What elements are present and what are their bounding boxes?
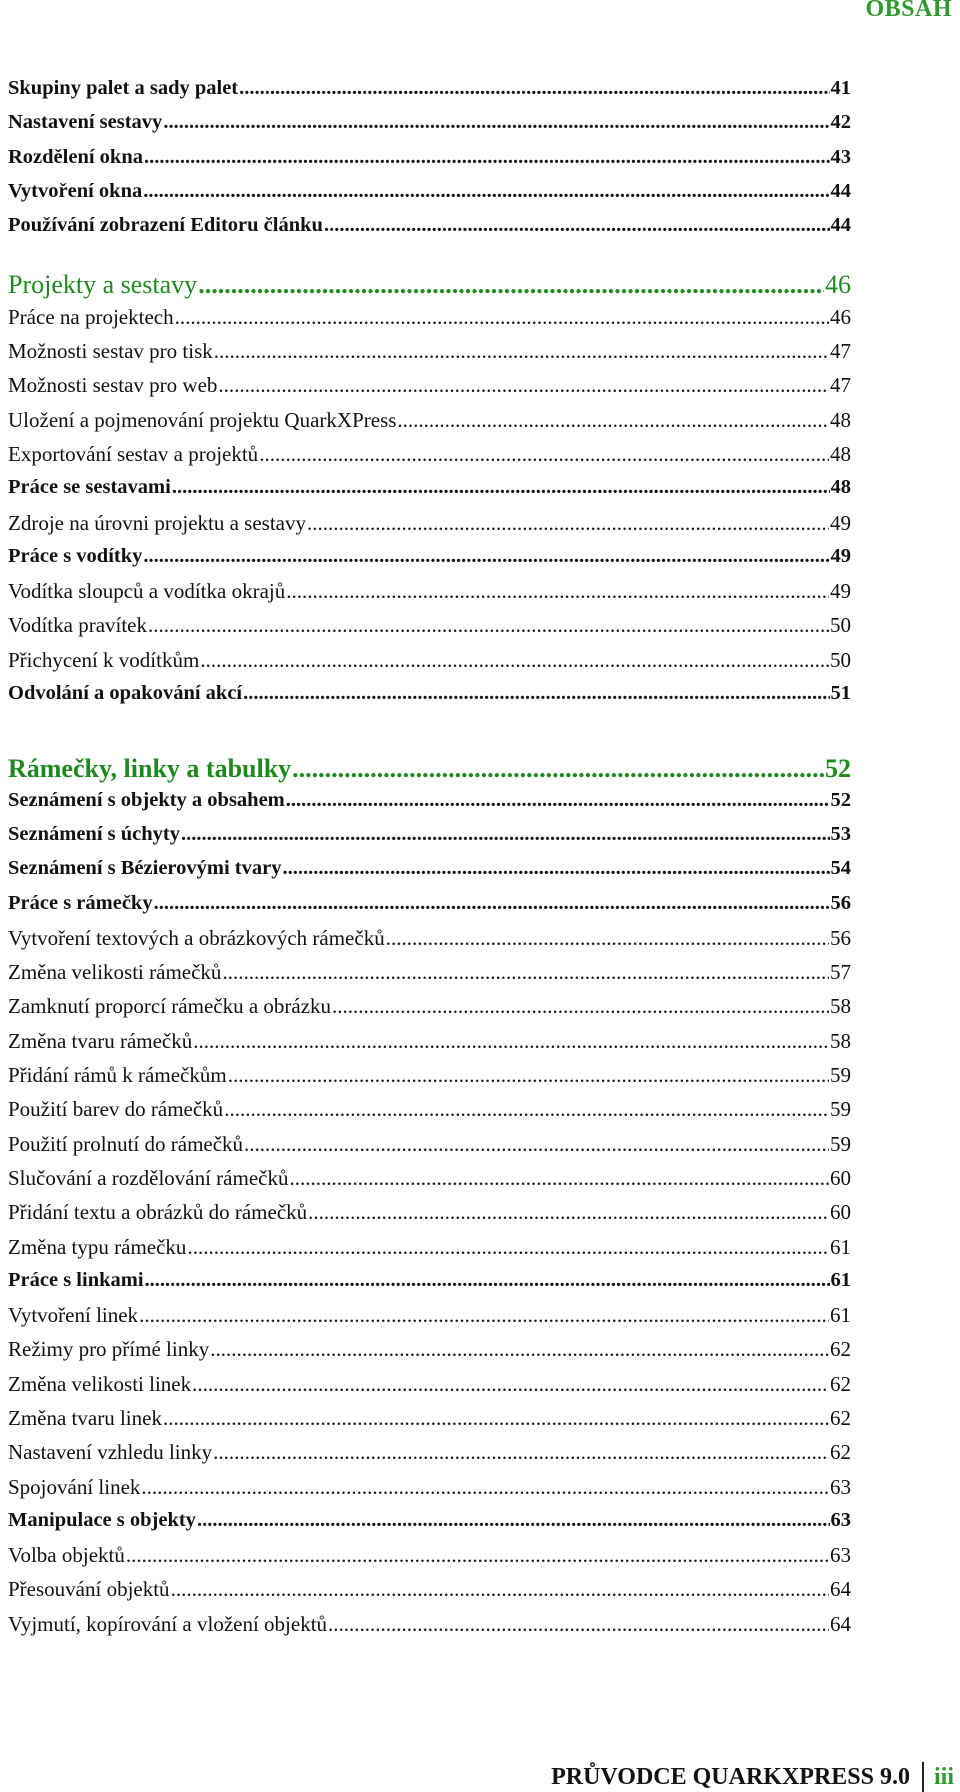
toc-entry-page: 54 xyxy=(830,857,851,880)
toc-entry-page: 64 xyxy=(830,1577,851,1602)
toc-entry-page: 49 xyxy=(830,510,851,535)
toc-entry-page: 62 xyxy=(830,1371,851,1396)
toc-dot-leader xyxy=(141,1475,829,1500)
toc-entry-title: Možnosti sestav pro web xyxy=(8,373,218,398)
toc-dot-leader xyxy=(286,579,829,604)
toc-dot-leader xyxy=(175,305,829,330)
toc-entry-title: Režimy pro přímé linky xyxy=(8,1337,210,1362)
toc-entry-page: 53 xyxy=(830,822,851,845)
toc-entry-title: Exportování sestav a projektů xyxy=(8,441,259,466)
toc-entry-page: 52 xyxy=(830,788,851,811)
toc-entry-page: 41 xyxy=(830,77,851,99)
toc-entry[interactable] xyxy=(8,1063,851,1097)
toc-entry-title: Nastavení sestavy xyxy=(8,111,163,134)
toc-entry-page: 61 xyxy=(830,1268,851,1291)
toc-dot-leader xyxy=(197,1509,830,1532)
toc-dot-leader xyxy=(143,180,829,203)
toc-entry-title: Práce s vodítky xyxy=(8,544,143,567)
toc-entry-title: Spojování linek xyxy=(8,1474,141,1499)
toc-dot-leader xyxy=(239,77,829,100)
toc-entry-page: 63 xyxy=(830,1474,851,1499)
toc-entry-title: Použití prolnutí do rámečků xyxy=(8,1131,244,1156)
toc-entry-page: 50 xyxy=(830,647,851,672)
toc-entry-page: 52 xyxy=(825,754,851,784)
toc-entry-page: 47 xyxy=(830,373,851,398)
toc-entry[interactable] xyxy=(8,77,851,111)
toc-entry-page: 60 xyxy=(830,1165,851,1190)
toc-dot-leader xyxy=(210,1337,829,1362)
toc-entry-title: Volba objektů xyxy=(8,1543,125,1568)
toc-entry[interactable] xyxy=(8,511,851,545)
toc-entry-page: 57 xyxy=(830,960,851,985)
toc-entry[interactable] xyxy=(8,1200,851,1234)
toc-entry[interactable] xyxy=(8,180,851,214)
toc-entry[interactable] xyxy=(8,1235,851,1269)
page-footer xyxy=(551,1762,954,1792)
toc-dot-leader xyxy=(148,613,829,638)
toc-dot-leader xyxy=(292,754,824,784)
toc-entry[interactable] xyxy=(8,146,851,180)
toc-entry-title: Projekty a sestavy xyxy=(8,270,198,300)
toc-entry-title: Vytvoření linek xyxy=(8,1303,139,1328)
footer-title: PRŮVODCE QUARKXPRESS 9.0 xyxy=(551,1763,910,1790)
toc-entry-page: 59 xyxy=(830,1097,851,1122)
toc-entry-title: Používání zobrazení Editoru článku xyxy=(8,214,323,237)
toc-dot-leader xyxy=(328,1612,829,1637)
toc-entry-page: 46 xyxy=(830,304,851,329)
toc-dot-leader xyxy=(218,373,829,398)
toc-entry[interactable] xyxy=(8,1440,851,1474)
toc-entry-title: Použití barev do rámečků xyxy=(8,1097,224,1122)
toc-entry[interactable] xyxy=(8,476,851,510)
toc-entry[interactable] xyxy=(8,373,851,407)
toc-dot-leader xyxy=(144,146,830,169)
toc-dot-leader xyxy=(143,545,829,568)
toc-entry-page: 42 xyxy=(830,111,851,134)
toc-dot-leader xyxy=(187,1235,829,1260)
toc-entry[interactable] xyxy=(8,1337,851,1371)
toc-entry-title: Skupiny palet a sady palet xyxy=(8,77,239,99)
toc-entry-page: 58 xyxy=(830,1028,851,1053)
toc-dot-leader xyxy=(200,648,829,673)
footer-separator xyxy=(922,1762,924,1792)
toc-entry[interactable] xyxy=(8,1577,851,1611)
toc-entry[interactable] xyxy=(8,1406,851,1440)
toc-entry-title: Přidání textu a obrázků do rámečků xyxy=(8,1200,308,1225)
toc-entry[interactable] xyxy=(8,926,851,960)
toc-entry-title: Rozdělení okna xyxy=(8,145,143,168)
toc-dot-leader xyxy=(139,1303,829,1328)
toc-entry-page: 48 xyxy=(830,441,851,466)
toc-dot-leader xyxy=(386,926,829,951)
section-header: OBSAH xyxy=(865,0,952,22)
toc-dot-leader xyxy=(308,1200,829,1225)
toc-dot-leader xyxy=(163,111,829,134)
toc-entry[interactable] xyxy=(8,892,851,926)
toc-entry-page: 56 xyxy=(830,891,851,914)
toc-dot-leader xyxy=(307,511,829,536)
toc-dot-leader xyxy=(243,682,829,705)
toc-entry-page: 48 xyxy=(830,407,851,432)
toc-entry[interactable] xyxy=(8,1612,851,1646)
toc-entry-page: 59 xyxy=(830,1063,851,1088)
toc-entry[interactable] xyxy=(8,408,851,442)
toc-entry-page: 44 xyxy=(830,214,851,237)
toc-entry-page: 63 xyxy=(830,1508,851,1531)
toc-dot-leader xyxy=(198,270,824,300)
toc-entry[interactable] xyxy=(8,1132,851,1166)
toc-dot-leader xyxy=(171,1577,829,1602)
toc-entry-title: Seznámení s úchyty xyxy=(8,822,180,845)
toc-entry-page: 43 xyxy=(830,145,851,168)
toc-entry-title: Změna velikosti rámečků xyxy=(8,960,222,985)
toc-entry-page: 62 xyxy=(830,1405,851,1430)
toc-entry[interactable] xyxy=(8,111,851,145)
toc-entry-title: Zdroje na úrovni projektu a sestavy xyxy=(8,510,306,535)
toc-dot-leader xyxy=(181,823,830,846)
toc-entry-title: Odvolání a opakování akcí xyxy=(8,682,243,705)
toc-entry-page: 61 xyxy=(830,1234,851,1259)
toc-entry[interactable] xyxy=(8,305,851,339)
toc-dot-leader xyxy=(259,442,829,467)
toc-dot-leader xyxy=(289,1166,829,1191)
toc-entry[interactable] xyxy=(8,960,851,994)
toc-entry[interactable] xyxy=(8,1475,851,1509)
toc-entry-title: Vytvoření okna xyxy=(8,179,143,202)
table-of-contents xyxy=(8,77,851,1646)
footer-page-number: iii xyxy=(933,1763,954,1790)
toc-entry[interactable] xyxy=(8,579,851,613)
toc-entry-title: Přidání rámů k rámečkům xyxy=(8,1063,227,1088)
toc-entry-title: Nastavení vzhledu linky xyxy=(8,1440,213,1465)
toc-dot-leader xyxy=(145,1269,830,1292)
toc-dot-leader xyxy=(126,1543,829,1568)
toc-entry[interactable] xyxy=(8,857,851,891)
toc-entry-title: Vyjmutí, kopírování a vložení objektů xyxy=(8,1611,328,1636)
toc-entry-title: Změna typu rámečku xyxy=(8,1234,187,1259)
toc-entry[interactable] xyxy=(8,442,851,476)
toc-entry[interactable] xyxy=(8,214,851,248)
toc-entry-title: Práce s linkami xyxy=(8,1268,144,1291)
toc-dot-leader xyxy=(154,892,830,915)
toc-entry[interactable] xyxy=(8,270,851,304)
toc-entry[interactable] xyxy=(8,339,851,373)
toc-entry[interactable] xyxy=(8,789,851,823)
toc-entry-title: Seznámení s objekty a obsahem xyxy=(8,788,285,811)
toc-entry-page: 64 xyxy=(830,1611,851,1636)
toc-entry-page: 49 xyxy=(830,544,851,567)
toc-entry[interactable] xyxy=(8,1303,851,1337)
toc-entry-page: 48 xyxy=(830,476,851,499)
toc-entry-page: 62 xyxy=(830,1337,851,1362)
toc-entry-title: Přesouvání objektů xyxy=(8,1577,170,1602)
toc-entry-title: Možnosti sestav pro tisk xyxy=(8,339,213,364)
toc-dot-leader xyxy=(192,1372,829,1397)
toc-entry-page: 60 xyxy=(830,1200,851,1225)
toc-entry[interactable] xyxy=(8,823,851,857)
toc-entry-page: 50 xyxy=(830,613,851,638)
toc-entry[interactable] xyxy=(8,1509,851,1543)
toc-entry-title: Změna velikosti linek xyxy=(8,1371,192,1396)
toc-entry-page: 47 xyxy=(830,339,851,364)
toc-entry-title: Rámečky, linky a tabulky xyxy=(8,754,292,784)
toc-dot-leader xyxy=(286,789,830,812)
toc-dot-leader xyxy=(324,214,830,237)
toc-entry[interactable] xyxy=(8,1372,851,1406)
toc-entry-page: 46 xyxy=(825,270,851,300)
toc-entry-title: Vodítka sloupců a vodítka okrajů xyxy=(8,579,286,604)
toc-entry-title: Přichycení k vodítkům xyxy=(8,647,200,672)
toc-dot-leader xyxy=(332,994,829,1019)
toc-entry-title: Změna tvaru linek xyxy=(8,1405,162,1430)
toc-entry-page: 44 xyxy=(830,179,851,202)
toc-entry[interactable] xyxy=(8,648,851,682)
toc-entry[interactable] xyxy=(8,1269,851,1303)
toc-entry-page: 49 xyxy=(830,579,851,604)
toc-dot-leader xyxy=(213,1440,829,1465)
toc-entry-title: Vodítka pravítek xyxy=(8,613,148,638)
toc-dot-leader xyxy=(244,1132,829,1157)
toc-entry-page: 56 xyxy=(830,925,851,950)
toc-entry-title: Práce na projektech xyxy=(8,304,174,329)
toc-entry-page: 59 xyxy=(830,1131,851,1156)
toc-entry-title: Zamknutí proporcí rámečku a obrázku xyxy=(8,994,332,1019)
toc-dot-leader xyxy=(224,1097,829,1122)
toc-entry[interactable] xyxy=(8,1543,851,1577)
toc-entry[interactable] xyxy=(8,754,851,788)
toc-dot-leader xyxy=(163,1406,829,1431)
toc-entry-title: Práce se sestavami xyxy=(8,476,171,499)
toc-entry-title: Vytvoření textových a obrázkových rámečků xyxy=(8,925,385,950)
toc-entry-page: 62 xyxy=(830,1440,851,1465)
toc-entry-page: 58 xyxy=(830,994,851,1019)
toc-entry-page: 51 xyxy=(830,682,851,705)
toc-dot-leader xyxy=(193,1029,829,1054)
toc-entry-page: 63 xyxy=(830,1543,851,1568)
toc-entry-title: Práce s rámečky xyxy=(8,891,153,914)
toc-entry-title: Uložení a pojmenování projektu QuarkXPress xyxy=(8,407,397,432)
toc-dot-leader xyxy=(172,476,830,499)
toc-entry[interactable] xyxy=(8,545,851,579)
toc-entry-title: Změna tvaru rámečků xyxy=(8,1028,193,1053)
toc-entry[interactable] xyxy=(8,1166,851,1200)
toc-entry-title: Slučování a rozdělování rámečků xyxy=(8,1165,289,1190)
toc-entry-title: Manipulace s objekty xyxy=(8,1508,196,1531)
toc-dot-leader xyxy=(228,1063,829,1088)
toc-entry-title: Seznámení s Bézierovými tvary xyxy=(8,857,282,880)
toc-entry[interactable] xyxy=(8,1097,851,1131)
toc-entry[interactable] xyxy=(8,613,851,647)
toc-entry[interactable] xyxy=(8,994,851,1028)
toc-entry-page: 61 xyxy=(830,1303,851,1328)
toc-entry[interactable] xyxy=(8,682,851,716)
toc-entry[interactable] xyxy=(8,1029,851,1063)
toc-dot-leader xyxy=(282,857,829,880)
toc-dot-leader xyxy=(214,339,829,364)
toc-dot-leader xyxy=(397,408,829,433)
toc-dot-leader xyxy=(222,960,829,985)
